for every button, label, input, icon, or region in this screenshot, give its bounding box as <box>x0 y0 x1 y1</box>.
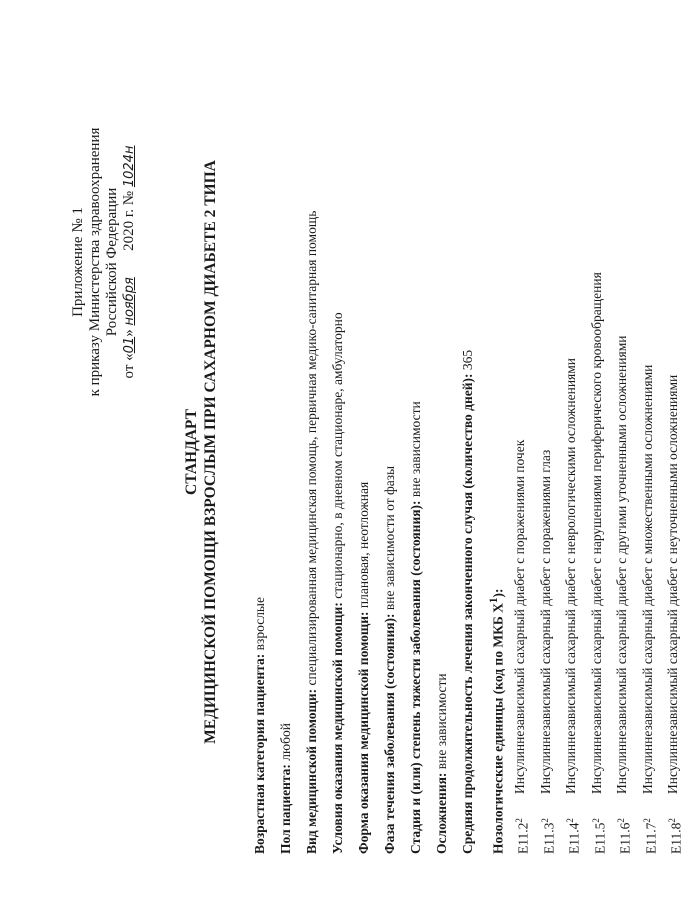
standard-fields <box>247 34 686 854</box>
field-value: специализированная медицинская помощь, первичная медико-санитарная помощь <box>304 210 319 689</box>
icd-code <box>635 794 661 854</box>
icd-code <box>584 794 610 854</box>
field-label: Стадия и (или) степень тяжести заболевания (состояния): <box>408 500 423 854</box>
field-label: Фаза течения заболевания (состояния): <box>382 613 397 854</box>
field-label: Возрастная категория пациента: <box>252 653 267 854</box>
icd-code-text: E11.7 <box>643 822 658 854</box>
nosology-header-text: Нозологические единицы (код по МКБ X <box>490 603 506 854</box>
field-care-conditions <box>325 34 351 854</box>
nosology-row <box>584 34 610 854</box>
field-label: Условия оказания медицинской помощи: <box>330 602 345 854</box>
icd-code-sup: 2 <box>667 818 677 823</box>
field-disease-phase <box>377 34 403 854</box>
icd-code-text: E11.3 <box>541 822 556 854</box>
field-value: стационарно, в дневном стационаре, амбулаторно <box>330 312 345 603</box>
document-title <box>182 12 220 892</box>
icd-description: Инсулиннезависимый сахарный диабет с неуточненными осложнениями <box>665 374 680 794</box>
nosology-row <box>609 34 635 854</box>
nosology-header-sup: 1 <box>488 597 500 604</box>
icd-code-text: E11.4 <box>566 822 582 854</box>
field-value: вне зависимости <box>408 401 423 501</box>
field-value: любой <box>278 723 293 765</box>
field-label: Форма оказания медицинской помощи: <box>356 611 371 854</box>
appendix-date-line <box>121 82 138 442</box>
nosology-row <box>635 34 661 854</box>
appendix-number: Приложение № 1 <box>70 207 86 317</box>
field-severity <box>403 34 429 854</box>
nosology-row <box>660 34 686 854</box>
nosology-row <box>533 34 559 854</box>
nosology-header <box>481 34 507 854</box>
order-number: 1024н <box>122 145 137 188</box>
icd-code-sup: 2 <box>514 818 524 823</box>
rotated-content <box>30 12 684 892</box>
icd-description: Инсулиннезависимый сахарный диабет с другими уточненными осложнениями <box>614 335 629 794</box>
icd-code-text: E11.8 <box>668 822 684 854</box>
icd-code <box>558 794 584 854</box>
icd-description: Инсулиннезависимый сахарный диабет с нарушениями периферического кровообращения <box>588 272 604 794</box>
appendix-block <box>70 82 138 442</box>
title-standard: СТАНДАРТ <box>183 409 200 495</box>
date-day: 01 <box>122 336 137 354</box>
field-sex <box>273 34 299 854</box>
date-month: ноября <box>122 277 137 326</box>
icd-code <box>507 794 533 854</box>
date-prefix: от « <box>121 353 137 379</box>
date-mid: » <box>121 329 137 337</box>
field-value: плановая, неотложная <box>356 481 371 612</box>
icd-description: Инсулиннезависимый сахарный диабет с неврологическими осложнениями <box>563 357 578 794</box>
field-value: вне зависимости от фазы <box>382 465 397 614</box>
field-label: Осложнения: <box>434 772 449 854</box>
icd-code-sup: 2 <box>539 818 550 823</box>
icd-code-sup: 2 <box>565 818 575 823</box>
icd-code <box>609 794 635 854</box>
field-care-type <box>299 34 325 854</box>
icd-description: Инсулиннезависимый сахарный диабет с множественными осложнениями <box>639 364 655 794</box>
icd-code-text: E11.2 <box>515 822 531 854</box>
field-value: 365 <box>460 349 475 374</box>
icd-code-sup: 2 <box>641 818 652 823</box>
icd-code <box>533 794 559 854</box>
icd-code <box>660 794 686 854</box>
field-value: вне зависимости <box>434 673 449 773</box>
field-complications <box>429 34 455 854</box>
appendix-order: к приказу Министерства здравоохранения <box>87 127 103 397</box>
icd-code-sup: 2 <box>590 818 601 823</box>
field-value: взрослые <box>252 597 267 654</box>
icd-code-text: E11.6 <box>617 822 633 854</box>
appendix-federation: Российской Федерации <box>104 187 120 337</box>
field-label: Вид медицинской помощи: <box>304 688 319 854</box>
field-care-form <box>351 34 377 854</box>
title-subject: МЕДИЦИНСКОЙ ПОМОЩИ ВЗРОСЛЫМ ПРИ САХАРНОМ ДИАБЕТЕ 2 ТИПА <box>202 160 219 744</box>
field-label: Пол пациента: <box>278 764 293 854</box>
icd-code-text: E11.5 <box>592 822 607 854</box>
icd-description: Инсулиннезависимый сахарный диабет с поражениями почек <box>512 439 527 794</box>
nosology-row <box>507 34 533 854</box>
field-age-category <box>247 34 273 854</box>
field-label: Средняя продолжительность лечения законченного случая (количество дней): <box>460 373 475 854</box>
nosology-header-end: ): <box>490 588 506 598</box>
field-duration <box>455 34 481 854</box>
icd-code-sup: 2 <box>616 818 626 823</box>
icd-description: Инсулиннезависимый сахарный диабет с поражениями глаз <box>537 449 553 794</box>
date-year: 2020 г. № <box>121 190 137 251</box>
nosology-row <box>558 34 584 854</box>
